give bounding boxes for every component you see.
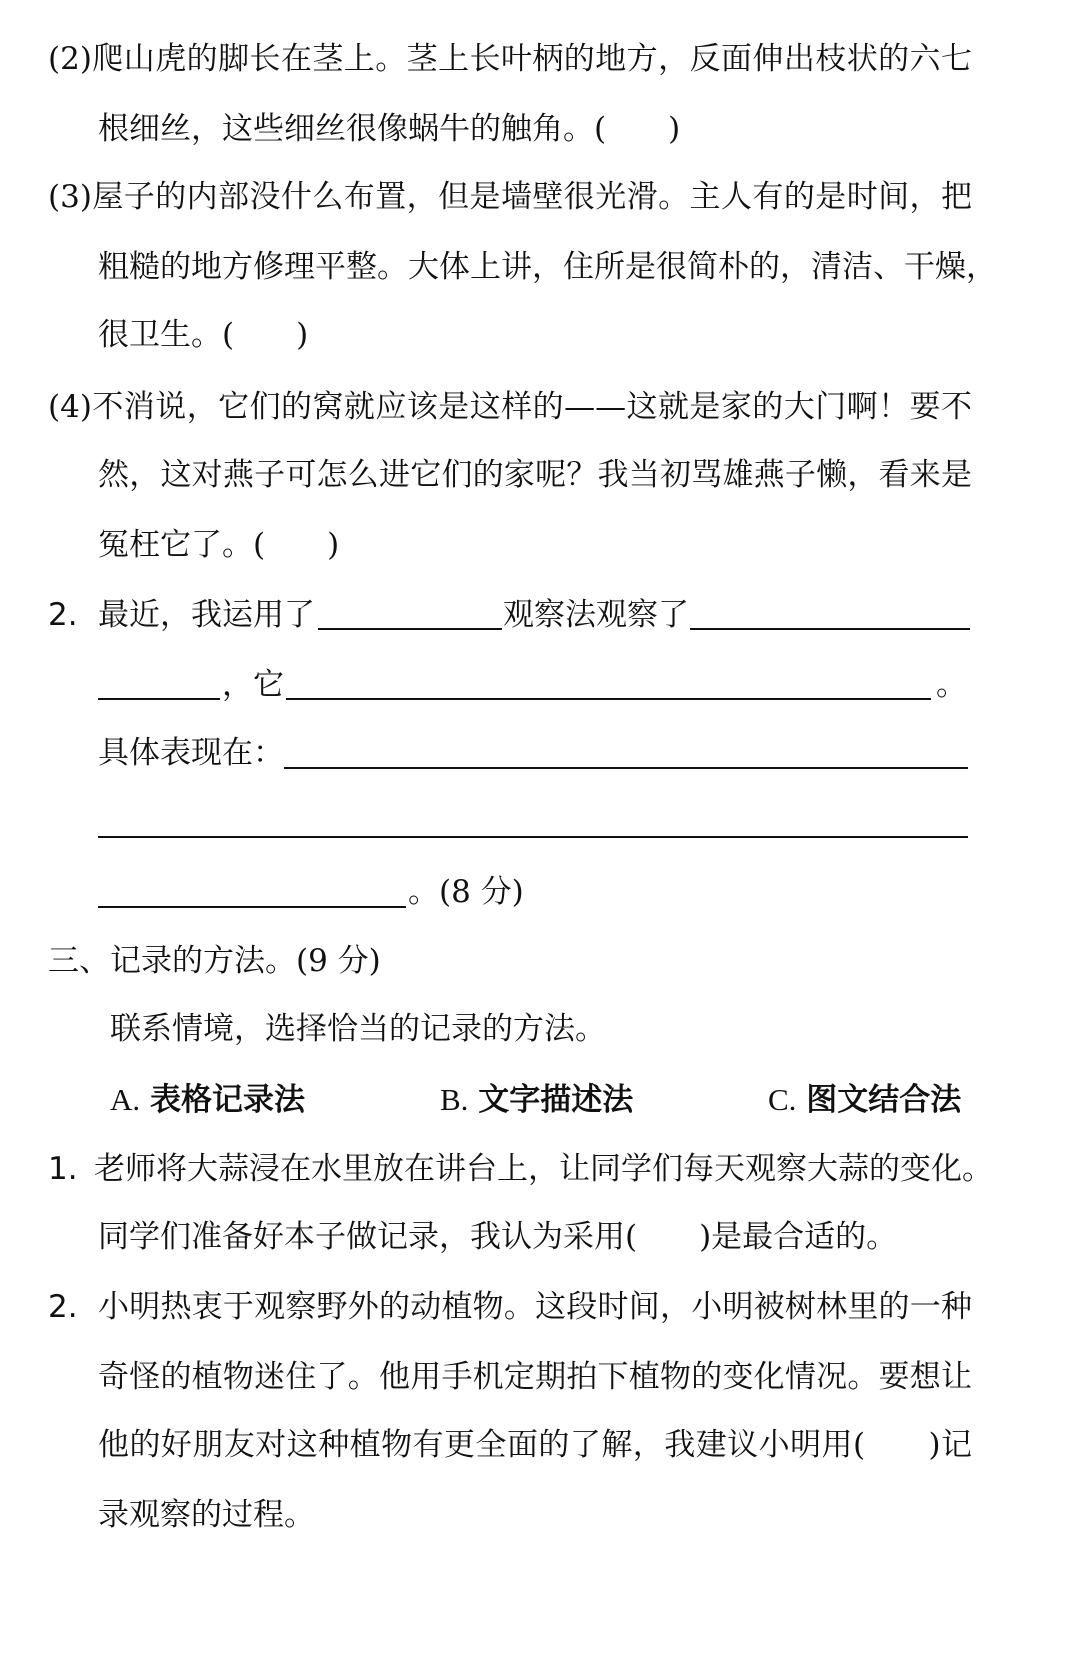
item-3-line-1: (3)屋子的内部没什么布置，但是墙壁很光滑。主人有的是时间，把 (48, 179, 972, 215)
blank-object-1[interactable] (690, 628, 970, 630)
question-2-text-1: 最近，我运用了 (98, 597, 315, 633)
option-a-letter: A. (110, 1082, 141, 1117)
question-2-number: 2. (48, 597, 78, 633)
item-2-line-1: (2)爬山虎的脚长在茎上。茎上长叶柄的地方，反面伸出枝状的六七 (48, 41, 972, 77)
blank-detail-3[interactable] (98, 906, 406, 908)
option-b (440, 1084, 633, 1116)
blank-method[interactable] (318, 628, 502, 630)
s3-q1-line-2: 同学们准备好本子做记录，我认为采用( )是最合适的。 (98, 1219, 898, 1255)
s3-q2-line-4: 录观察的过程。 (98, 1497, 315, 1533)
question-2-text-4: 。 (936, 667, 967, 703)
item-4-line-1: (4)不消说，它们的窝就应该是这样的——这就是家的大门啊！要不 (48, 389, 972, 425)
section-3-title: 三、记录的方法。(9 分) (48, 943, 381, 979)
s3-q1-number: 1. (48, 1151, 78, 1187)
option-a-text: 表格记录法 (150, 1082, 305, 1118)
blank-detail-1[interactable] (284, 767, 968, 769)
question-2-text-5: 具体表现在： (98, 735, 284, 771)
question-2-text-2: 观察法观察了 (503, 597, 689, 633)
item-3-line-2: 粗糙的地方修理平整。大体上讲，住所是很简朴的，清洁、干燥， (98, 249, 997, 285)
item-4-line-3: 冤枉它了。( ) (98, 527, 340, 563)
option-c-letter: C. (768, 1082, 797, 1117)
blank-description[interactable] (286, 698, 931, 700)
question-2-text-3: ，它 (222, 667, 284, 703)
item-4-line-2: 然，这对燕子可怎么进它们的家呢？我当初骂雄燕子懒，看来是 (98, 457, 972, 493)
option-c (768, 1084, 961, 1116)
blank-detail-2[interactable] (98, 836, 968, 838)
s3-q2-number: 2. (48, 1289, 78, 1325)
item-2-line-2: 根细丝，这些细丝很像蜗牛的触角。( ) (98, 111, 681, 147)
option-b-letter: B. (440, 1082, 469, 1117)
option-c-text: 图文结合法 (806, 1082, 962, 1118)
s3-q2-line-1: 小明热衷于观察野外的动植物。这段时间，小明被树林里的一种 (98, 1289, 972, 1325)
section-3-instruction: 联系情境，选择恰当的记录的方法。 (110, 1011, 606, 1047)
option-b-text: 文字描述法 (478, 1082, 634, 1118)
blank-object-2[interactable] (98, 698, 220, 700)
option-a (110, 1084, 305, 1116)
s3-q2-line-2: 奇怪的植物迷住了。他用手机定期拍下植物的变化情况。要想让 (98, 1359, 972, 1395)
s3-q1-line-1: 老师将大蒜浸在水里放在讲台上，让同学们每天观察大蒜的变化。 (94, 1151, 993, 1187)
question-2-score: 。(8 分) (408, 874, 524, 910)
item-3-line-3: 很卫生。( ) (98, 317, 309, 353)
s3-q2-line-3: 他的好朋友对这种植物有更全面的了解，我建议小明用( )记 (98, 1427, 972, 1463)
